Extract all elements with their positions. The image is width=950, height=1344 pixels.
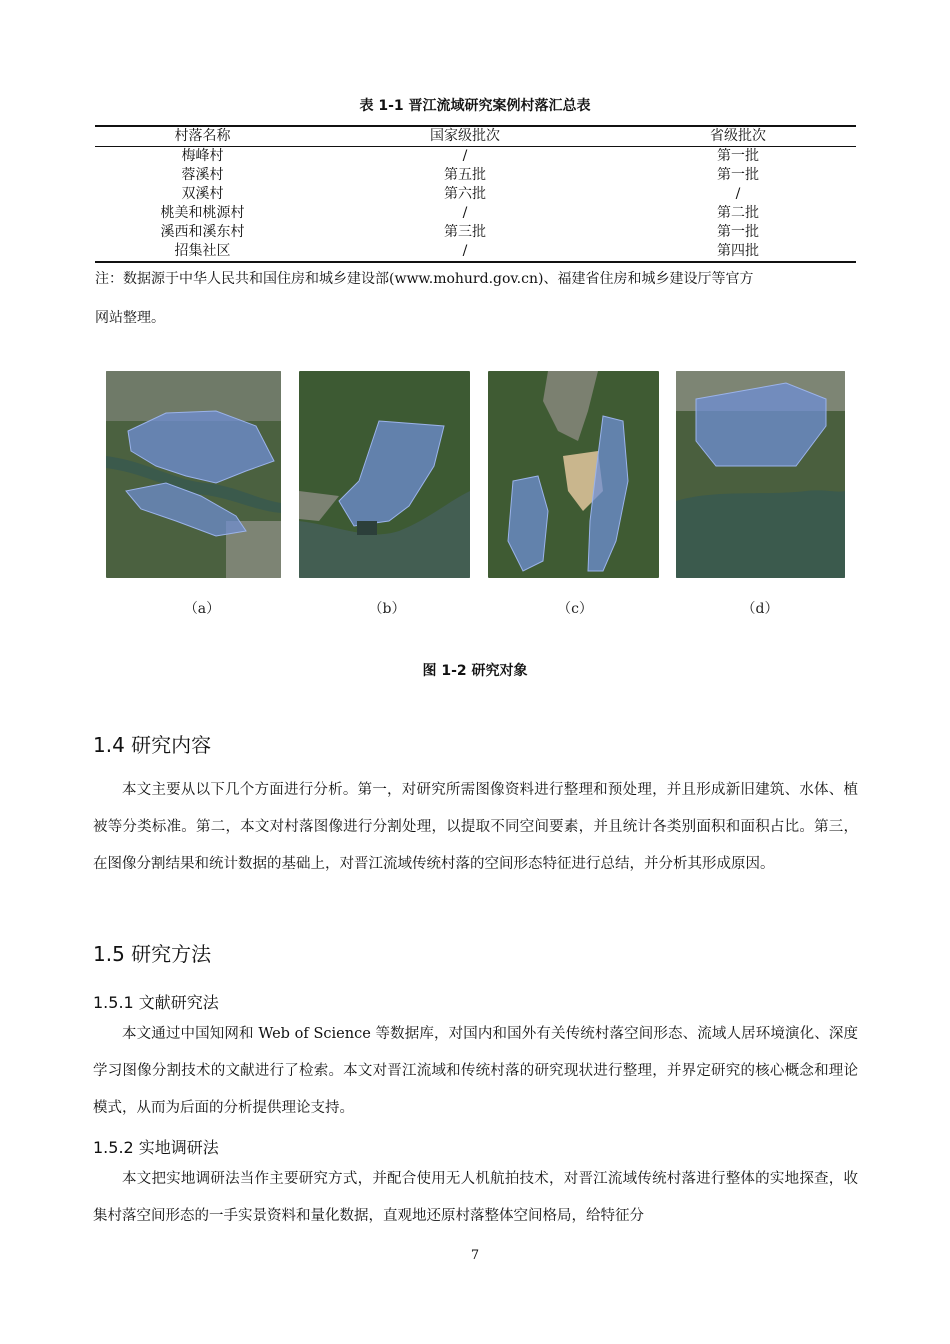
cell-village-name: 梅峰村 — [181, 148, 224, 164]
header-village-name: 村落名称 — [174, 128, 231, 144]
subsection-1-5-2-paragraph — [93, 1161, 858, 1235]
figure-sublabel-d: （d） — [741, 601, 779, 617]
cell-national-batch: / — [462, 148, 468, 164]
cell-provincial-batch: 第一批 — [717, 148, 759, 164]
figure-sublabel-a: （a） — [183, 601, 221, 617]
table-header-row — [95, 127, 856, 146]
cell-national-batch: / — [462, 243, 468, 259]
satellite-image-c — [488, 371, 659, 578]
table-row — [95, 223, 856, 242]
figure-sublabel-c: （c） — [557, 601, 593, 617]
table-row — [95, 185, 856, 204]
table-caption: 表 1-1 晋江流域研究案例村落汇总表 — [359, 98, 591, 114]
figure-caption: 图 1-2 研究对象 — [422, 663, 528, 679]
cell-village-name: 招集社区 — [174, 243, 231, 259]
paragraph-text: 本文通过中国知网和 Web of Science 等数据库，对国内和国外有关传统村落空间形态、流域人居环境演化、深度学习图像分割技术的文献进行了检索。本文对晋江流域和传统村落的研究现状进行整理，并界定研究的核心概念和理论模式，从而为后面的分析提供理论支持。 — [93, 1026, 858, 1116]
table-bottom-rule — [95, 261, 856, 263]
cell-provincial-batch: 第二批 — [717, 205, 759, 221]
satellite-image-a — [106, 371, 281, 578]
cell-provincial-batch: / — [735, 186, 741, 202]
subsection-heading-1-5-1: 1.5.1 文献研究法 — [93, 993, 219, 1012]
cell-provincial-batch: 第一批 — [717, 224, 759, 240]
header-provincial-batch: 省级批次 — [710, 128, 766, 144]
section-1-4-paragraph — [93, 772, 858, 883]
cell-national-batch: 第三批 — [444, 224, 486, 240]
village-table — [95, 125, 856, 263]
table-row — [95, 242, 856, 261]
cell-provincial-batch: 第四批 — [717, 243, 759, 259]
satellite-image-d — [676, 371, 845, 578]
page-number: 7 — [470, 1248, 480, 1263]
cell-village-name: 桃美和桃源村 — [160, 205, 245, 221]
cell-national-batch: 第五批 — [444, 167, 486, 183]
table-note-continued: 网站整理。 — [95, 310, 165, 326]
subsection-1-5-1-paragraph — [93, 1016, 858, 1127]
table-note: 注：数据源于中华人民共和国住房和城乡建设部(www.mohurd.gov.cn)、福建省住房和城乡建设厅等官方 — [95, 271, 754, 287]
cell-provincial-batch: 第一批 — [717, 167, 759, 183]
cell-village-name: 蓉溪村 — [181, 167, 224, 183]
cell-national-batch: 第六批 — [444, 186, 486, 202]
figure-sublabel-b: （b） — [368, 601, 406, 617]
paragraph-text: 本文把实地调研法当作主要研究方式，并配合使用无人机航拍技术，对晋江流域传统村落进行整体的实地探查，收集村落空间形态的一手实景资料和量化数据，直观地还原村落整体空间格局，给特征分 — [93, 1171, 858, 1224]
header-national-batch: 国家级批次 — [430, 128, 500, 144]
satellite-image-b — [299, 371, 470, 578]
table-row — [95, 147, 856, 166]
section-heading-1-5: 1.5 研究方法 — [93, 942, 212, 966]
cell-village-name: 双溪村 — [181, 186, 224, 202]
cell-national-batch: / — [462, 205, 468, 221]
section-heading-1-4: 1.4 研究内容 — [93, 733, 212, 757]
table-row — [95, 166, 856, 185]
subsection-heading-1-5-2: 1.5.2 实地调研法 — [93, 1138, 219, 1157]
table-row — [95, 204, 856, 223]
cell-village-name: 溪西和溪东村 — [160, 224, 245, 240]
paragraph-text: 本文主要从以下几个方面进行分析。第一，对研究所需图像资料进行整理和预处理，并且形成新旧建筑、水体、植被等分类标准。第二，本文对村落图像进行分割处理，以提取不同空间要素，并且统计各类别面积和面积占比。第三，在图像分割结果和统计数据的基础上，对晋江流域传统村落的空间形态特征进行总结，并分析其形成原因。 — [93, 782, 858, 872]
